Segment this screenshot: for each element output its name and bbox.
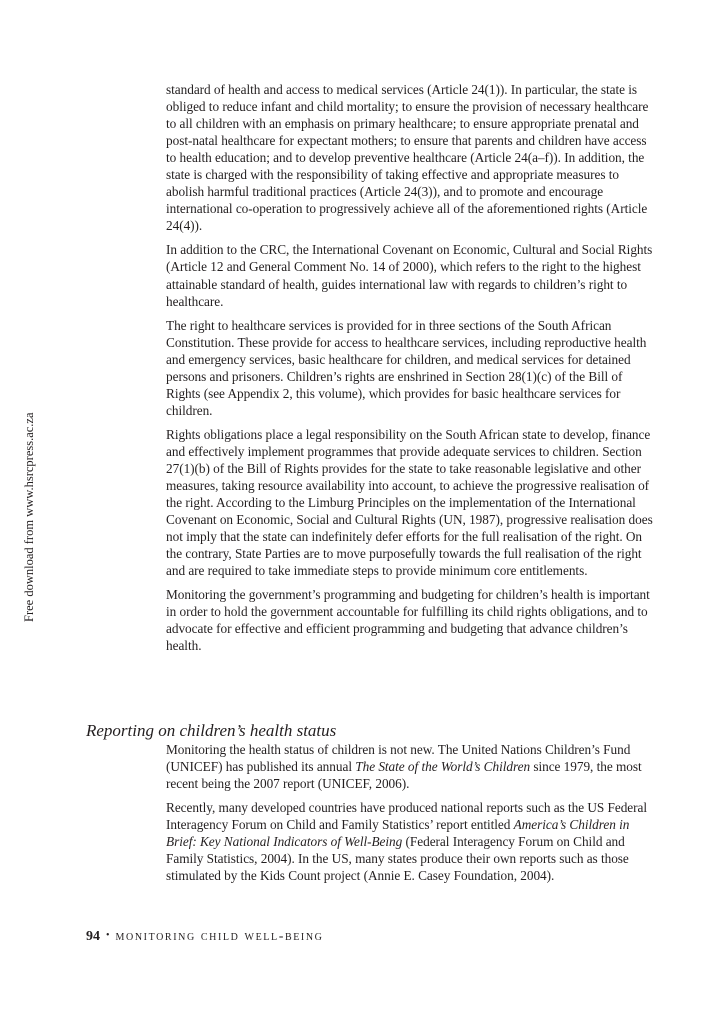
download-watermark: Free download from www.hsrcpress.ac.za xyxy=(22,412,36,622)
paragraph: Rights obligations place a legal responsibility on the South African state to develop, finance and effectively implement programmes that provide adequate services to children. Section 27(1)(b) of the Bill of Rights provides for the state to take reasonable legislative and other measures, taking resource availability into account, to achieve the progressive realisation of the right. According to the Limburg Principles on the implementation of the International Covenant on Economic, Social and Cultural Rights (UN, 1987), progressive realisation does not imply that the state can indefinitely defer efforts for the full realisation of the right. On the contrary, State Parties are to move purposefully towards the full realisation of the right and are required to take immediate steps to provide minimum core entitlements. xyxy=(166,426,653,579)
footer-bullet: • xyxy=(106,930,110,941)
text-run: Monitoring the health status of children is not new. The United Nations Children’s Fund (UNICEF) has published its annual xyxy=(166,742,631,775)
text-run: since 1979, the most recent being the 2007 report (UNICEF, 2006). xyxy=(166,759,642,792)
page-number: 94 xyxy=(86,929,100,944)
paragraph xyxy=(166,799,654,884)
page-footer xyxy=(86,928,324,947)
paragraph: Monitoring the government’s programming and budgeting for children’s health is important in order to hold the government accountable for fulfilling its child rights obligations, and to advocate for effective and efficient programming and budgeting that advance children’s health. xyxy=(166,587,650,654)
body-text-bottom xyxy=(166,741,654,891)
publication-title: America’s Children in Brief: Key National Indicators of Well-Being xyxy=(166,817,630,850)
text-run: (Federal Interagency Forum on Child and Family Statistics, 2004). In the US, many states produce their own reports such as those stimulated by the Kids Count project (Annie E. Casey Foundation, 2004). xyxy=(166,834,629,884)
publication-title: The State of the World’s Children xyxy=(355,759,531,775)
section-heading: Reporting on children’s health status xyxy=(86,721,337,740)
running-title: monitoring child well-being xyxy=(115,929,324,944)
text-run: Recently, many developed countries have produced national reports such as the US Federal Interagency Forum on Child and Family Statistics’ report entitled xyxy=(166,800,648,833)
paragraph: standard of health and access to medical services (Article 24(1)). In particular, the state is obliged to reduce infant and child mortality; to ensure the provision of necessary healthcare to all children with an emphasis on primary healthcare; to ensure appropriate prenatal and post-natal healthcare for expectant mothers; to ensure that parents and children have access to health education; and to develop preventive healthcare (Article 24(a–f)). In addition, the state is charged with the responsibility of taking effective and appropriate measures to abolish harmful traditional practices (Article 24(3)), and to promote and encourage international co-operation to progressively achieve all of the aforementioned rights (Article 24(4)). xyxy=(166,82,649,234)
paragraph: In addition to the CRC, the International Covenant on Economic, Cultural and Social Rights (Article 12 and General Comment No. 14 of 2000), which refers to the right to the highest attainable standard of health, guides international law with regards to children’s right to healthcare. xyxy=(166,242,653,309)
paragraph xyxy=(166,741,654,792)
paragraph: The right to healthcare services is provided for in three sections of the South African Constitution. These provide for access to healthcare services, including reproductive health and emergency services, basic healthcare for children, and medical services for detained persons and prisoners. Children’s rights are enshrined in Section 28(1)(c) of the Bill of Rights (see Appendix 2, this volume), which provides for basic healthcare services for children. xyxy=(166,317,647,418)
body-text-top xyxy=(166,81,654,662)
